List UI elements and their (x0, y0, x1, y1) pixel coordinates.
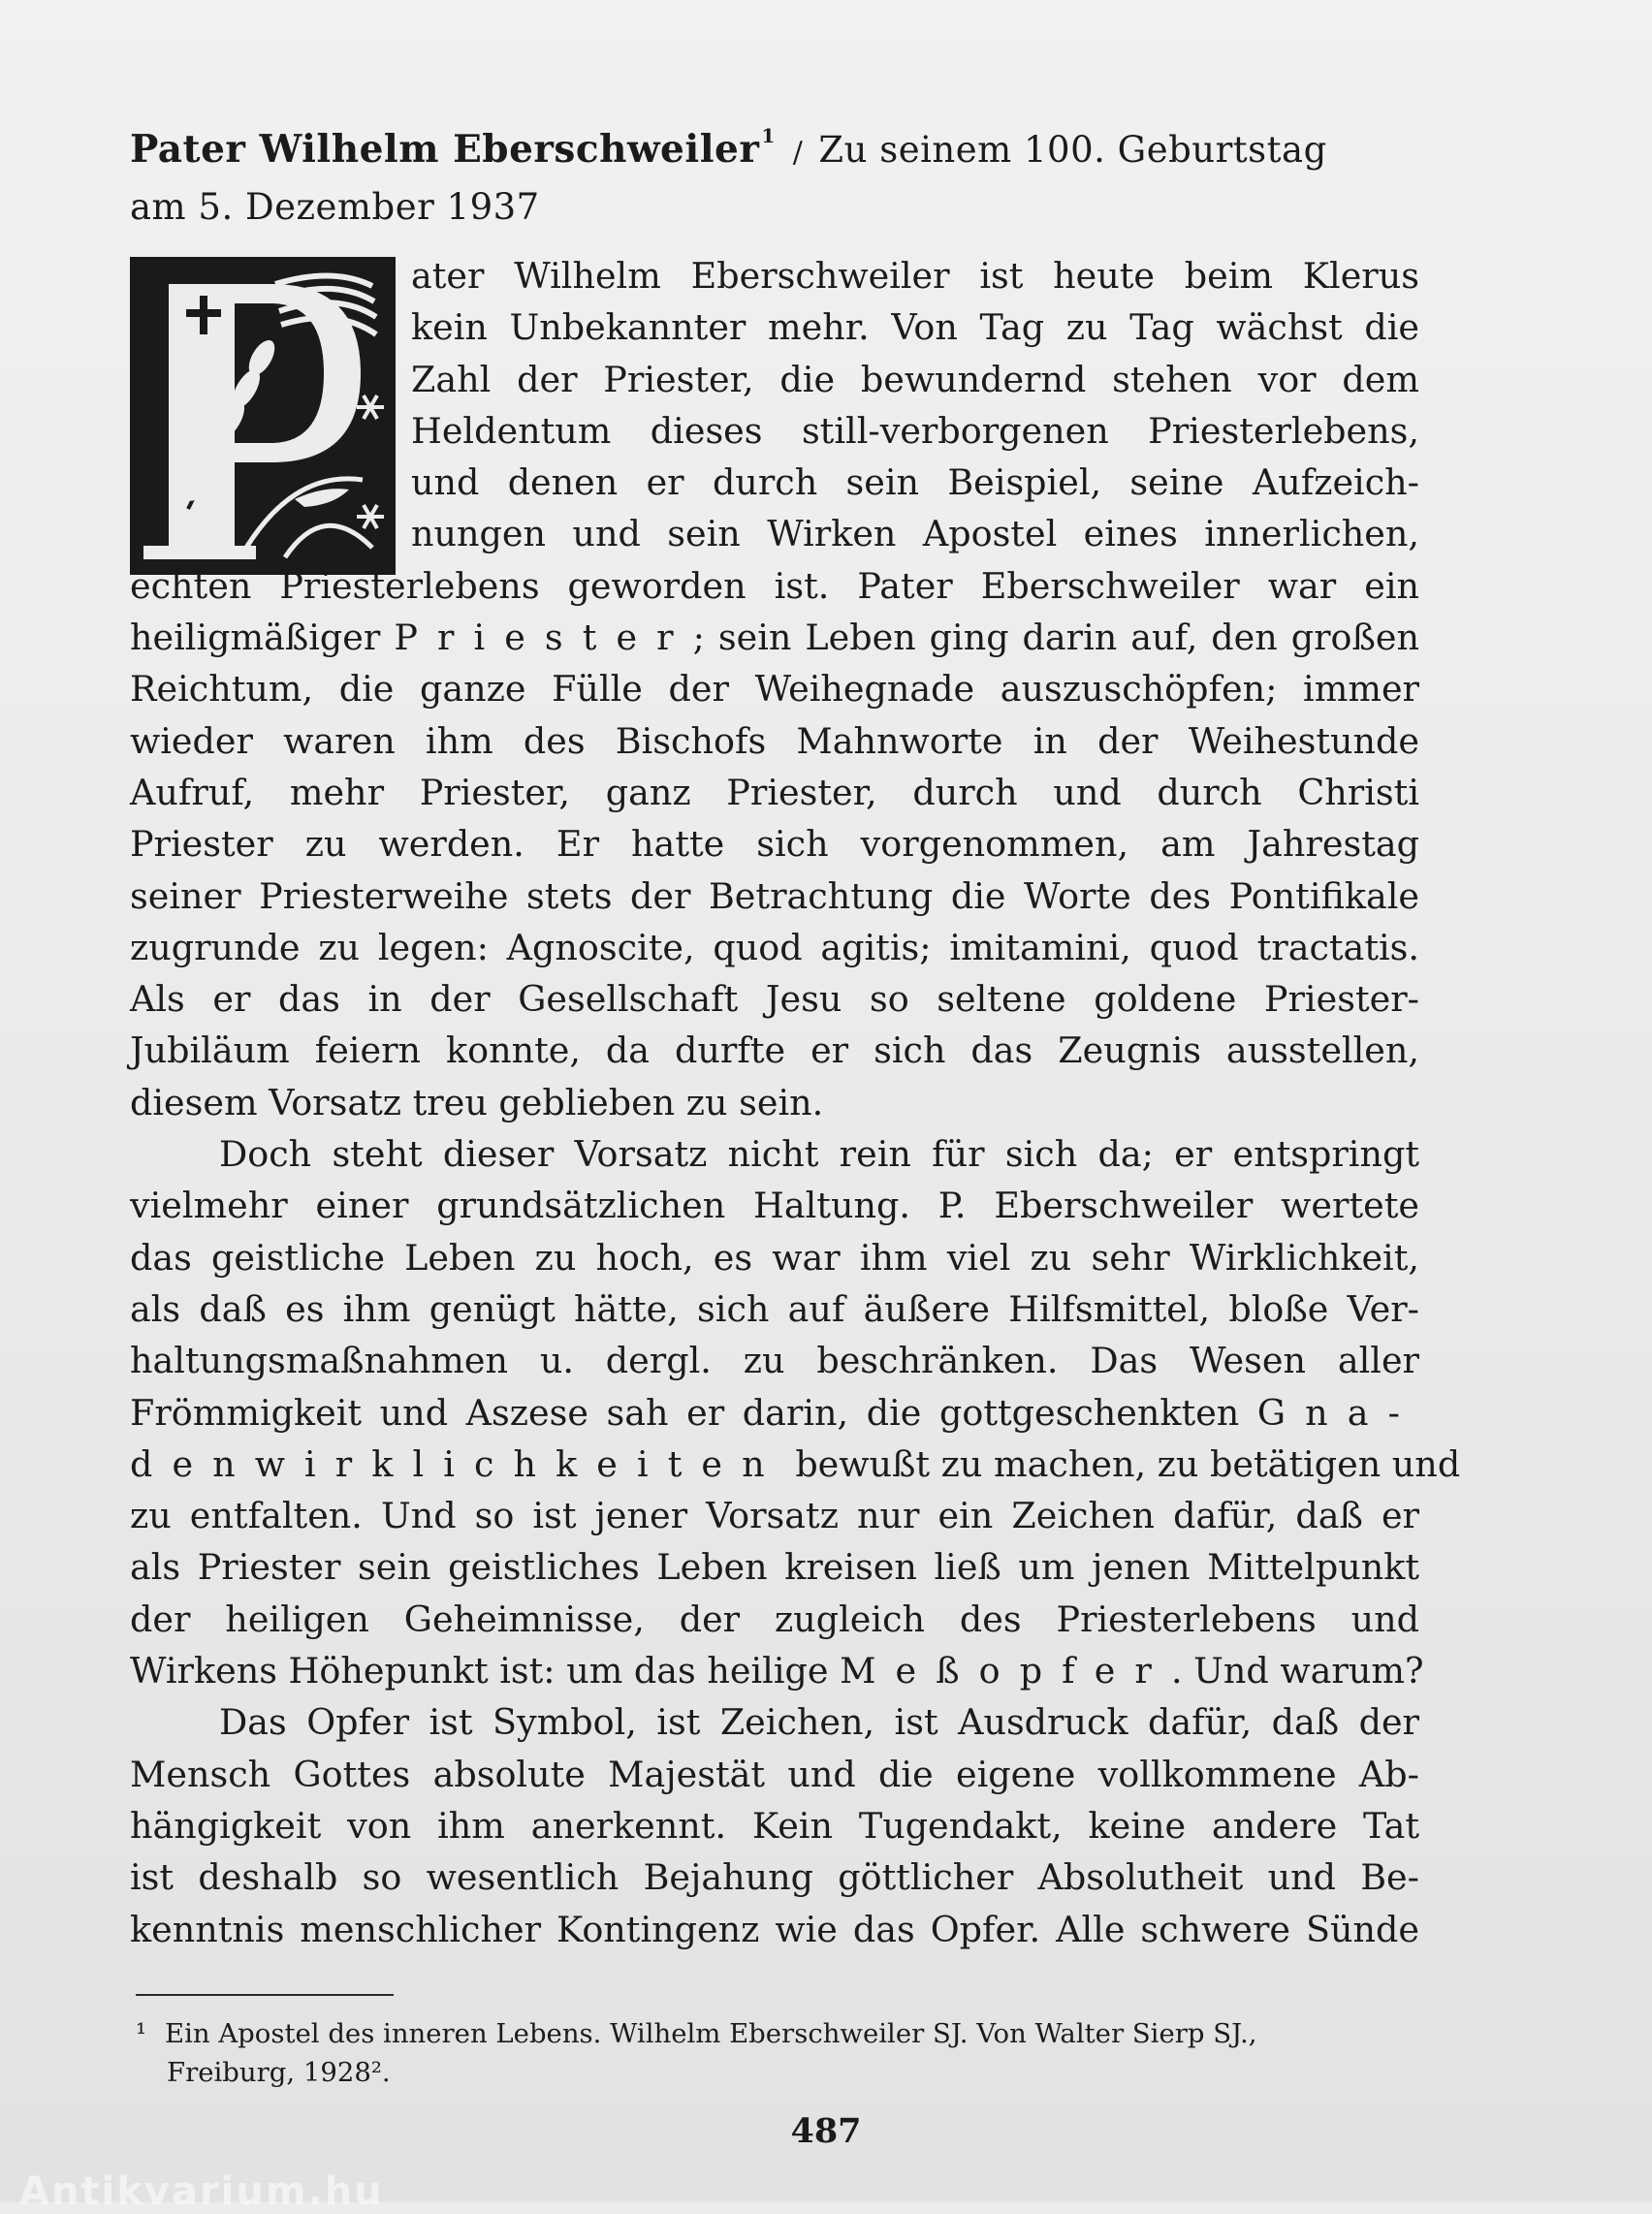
text-line: Priester zu werden. Er hatte sich vorgenommen, am Jahrestag (130, 823, 1419, 866)
text-line: Zahl der Priester, die bewundernd stehen vor dem (411, 358, 1419, 400)
text-line: ater Wilhelm Eberschweiler ist heute beim Klerus (411, 255, 1419, 297)
text-line: ist deshalb so wesentlich Bejahung göttlicher Absolutheit und Be- (130, 1856, 1419, 1899)
text-line: Jubiläum feiern konnte, da durfte er sich das Zeugnis ausstellen, (130, 1029, 1419, 1072)
text-line: seiner Priesterweihe stets der Betrachtung die Worte des Pontifikale (130, 874, 1419, 917)
text-line: echten Priesterlebens geworden ist. Pater Eberschweiler war ein (130, 564, 1419, 607)
text-line: Das Opfer ist Symbol, ist Zeichen, ist Ausdruck dafür, daß der (219, 1701, 1419, 1744)
text-line: wieder waren ihm des Bischofs Mahnworte in der Weihestunde (130, 719, 1419, 762)
watermark: Antikvarium.hu (19, 2169, 384, 2214)
text-line: Reichtum, die ganze Fülle der Weihegnade auszuschöpfen; immer (130, 668, 1419, 711)
text-line: vielmehr einer grundsätzlichen Haltung. P. Eberschweiler wertete (130, 1185, 1419, 1227)
footnote-mark: ¹ (136, 2018, 147, 2049)
footnote-line1: ¹ Ein Apostel des inneren Lebens. Wilhelm Eberschweiler SJ. Von Walter Sierp SJ., (136, 2014, 1445, 2053)
article-title: Pater Wilhelm Eberschweiler $^1$ (130, 124, 776, 172)
text-line: als Priester sein geistliches Leben kreisen ließ um jenen Mittelpunkt (130, 1546, 1419, 1589)
article-heading (130, 109, 1419, 235)
text-line: Als er das in der Gesellschaft Jesu so seltene goldene Priester- (130, 978, 1419, 1021)
paragraph-2 (130, 1128, 1461, 1696)
text-line: Wirkens Höhepunkt ist: um das heilige Meßopfer. Und warum? (130, 1650, 1424, 1692)
title-separator: / (792, 136, 804, 170)
text-line: hängigkeit von ihm anerkennt. Kein Tugendakt, keine andere Tat (130, 1804, 1419, 1847)
text-line: kein Unbekannter mehr. Von Tag zu Tag wächst die (411, 306, 1419, 349)
text-line: Heldentum dieses still-verborgenen Priesterlebens, (411, 409, 1419, 452)
article-body (130, 250, 1461, 1955)
text-line: Mensch Gottes absolute Majestät und die eigene vollkommene Ab- (130, 1753, 1419, 1795)
text-line: kenntnis menschlicher Kontingenz wie das Opfer. Alle schwere Sünde (130, 1908, 1419, 1950)
text-line: heiligmäßiger Priester; sein Leben ging darin auf, den großen (130, 617, 1419, 659)
text-line: haltungsmaßnahmen u. dergl. zu beschränken. Das Wesen aller (130, 1340, 1419, 1382)
text-line: als daß es ihm genügt hätte, sich auf äußere Hilfsmittel, bloße Ver- (130, 1287, 1419, 1330)
text-line: Aufruf, mehr Priester, ganz Priester, durch und durch Christi (130, 771, 1419, 813)
text-line: der heiligen Geheimnisse, der zugleich des Priesterlebens und (130, 1597, 1419, 1640)
text-line: Frömmigkeit und Aszese sah er darin, die gottgeschenkten Gna- (130, 1391, 1419, 1434)
text-line: und denen er durch sein Beispiel, seine Aufzeich- (411, 461, 1419, 504)
text-line: nungen und sein Wirken Apostel eines innerlichen, (411, 513, 1419, 555)
text-line: Doch steht dieser Vorsatz nicht rein für sich da; er entspringt (219, 1133, 1419, 1176)
footnote-line2: Freiburg, 1928². (167, 2057, 391, 2088)
article-subtitle-line2: am 5. Dezember 1937 (130, 186, 540, 228)
paragraph-1 (130, 250, 1419, 1128)
article-subtitle-line1: Zu seinem 100. Geburtstag (818, 129, 1327, 171)
paragraph-3 (130, 1696, 1419, 1954)
footnote-divider (136, 1994, 394, 1996)
emphasis-priester: Priester (394, 617, 693, 659)
title-footnote-ref: 1 (761, 124, 776, 147)
footnote (136, 2014, 1445, 2092)
text-line: das geistliche Leben zu hoch, es war ihm viel zu sehr Wirklichkeit, (130, 1236, 1419, 1279)
text-line: zu entfalten. Und so ist jener Vorsatz nur ein Zeichen dafür, daß er (130, 1495, 1419, 1537)
text-line: zugrunde zu legen: Agnoscite, quod agitis; imitamini, quod tractatis. (130, 926, 1419, 968)
text-line: diesem Vorsatz treu geblieben zu sein. (130, 1081, 824, 1123)
emphasis-wirklichkeiten: denwirklichkeiten (130, 1442, 784, 1485)
page-number: 487 (790, 2111, 862, 2151)
text-line: denwirklichkeiten bewußt zu machen, zu betätigen und (130, 1442, 1461, 1485)
emphasis-gnade: Gna- (1256, 1391, 1419, 1434)
emphasis-messopfer: Meßopfer (840, 1650, 1171, 1692)
